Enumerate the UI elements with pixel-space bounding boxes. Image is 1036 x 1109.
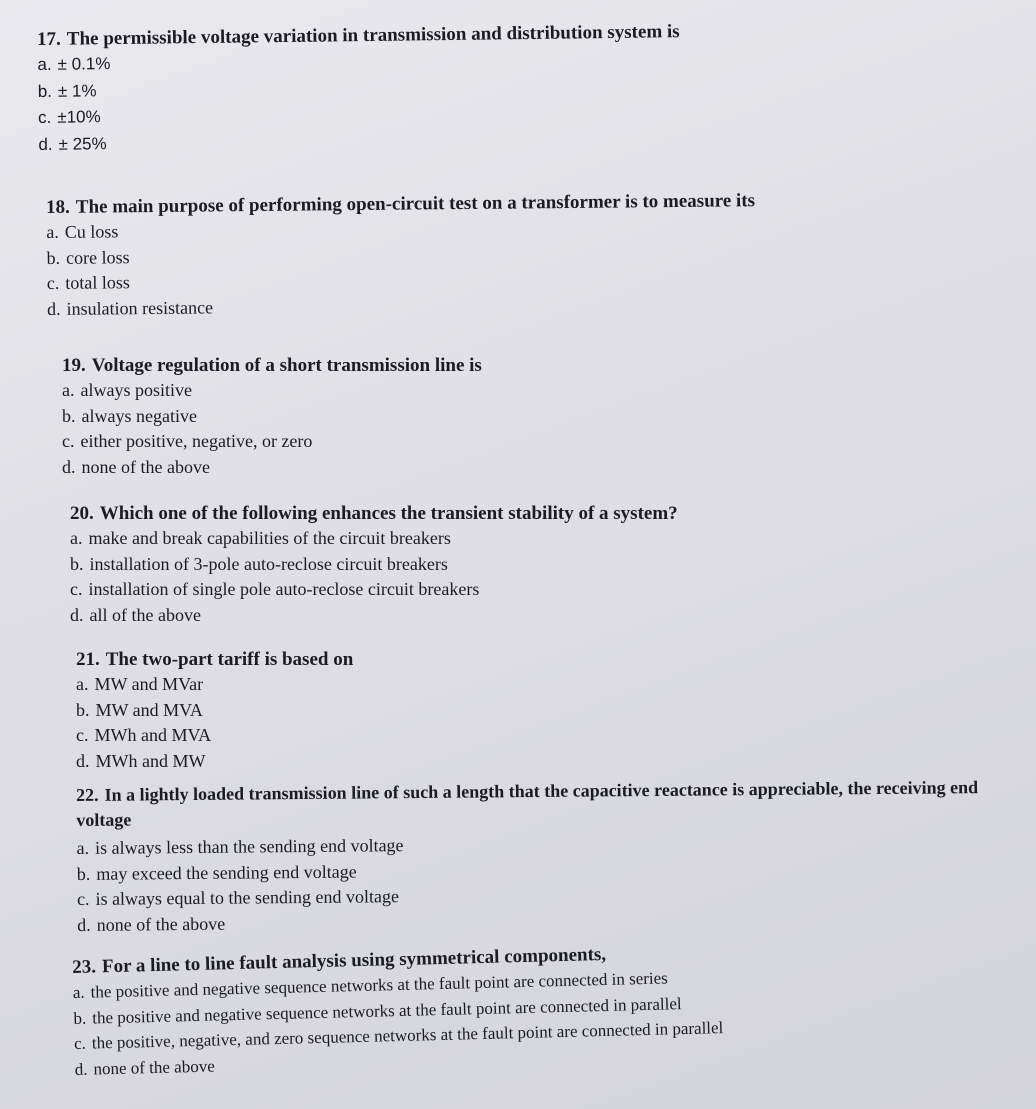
option-letter: d. (74, 1059, 88, 1079)
option-letter: b. (76, 863, 91, 884)
option-d (70, 603, 678, 629)
option-letter: a. (62, 380, 75, 400)
option-text: core loss (65, 246, 130, 268)
option-letter: d. (77, 914, 91, 935)
question-number: 23. (71, 956, 97, 978)
question-number: 17. (36, 28, 61, 50)
option-b (76, 698, 353, 724)
question-title (46, 191, 755, 217)
option-text: none of the above (93, 1056, 215, 1079)
option-letter: c. (37, 107, 52, 127)
option-text: none of the above (81, 456, 210, 477)
option-text: ± 0.1% (57, 54, 111, 74)
option-d (47, 290, 756, 322)
option-text: the positive and negative sequence networks at the fault point are connected in parallel (91, 993, 682, 1028)
option-text: insulation resistance (66, 296, 214, 319)
question-17 (37, 22, 681, 158)
option-text: none of the above (96, 913, 226, 935)
option-text: may exceed the sending end voltage (96, 861, 357, 884)
option-text: the positive, negative, and zero sequence networks at the fault point are connected in parallel (91, 1018, 724, 1053)
option-text: is always equal to the sending end voltage (95, 886, 400, 909)
question-23 (72, 942, 724, 1082)
option-letter: b. (70, 553, 84, 574)
option-letter: d. (76, 750, 90, 771)
question-text: The main purpose of performing open-circuit test on a transformer is to measure its (75, 190, 756, 218)
question-18 (46, 191, 756, 322)
option-text: ± 25% (58, 133, 107, 154)
option-letter: a. (37, 54, 52, 74)
option-text: total loss (65, 272, 130, 293)
question-text: In a lightly loaded transmission line of such a length that the capacitive reactance is appreciable, the receiving end voltage (76, 777, 979, 830)
option-text: either positive, negative, or zero (80, 431, 313, 451)
option-text: Cu loss (64, 221, 119, 242)
question-text: The permissible voltage variation in transmission and distribution system is (66, 21, 680, 50)
option-d (62, 455, 482, 481)
option-text: MWh and MVA (94, 725, 212, 745)
option-text: installation of single pole auto-reclose circuit breakers (88, 579, 480, 599)
option-letter: b. (76, 699, 90, 720)
option-text: always positive (80, 380, 192, 400)
option-a (76, 672, 353, 698)
option-letter: d. (70, 604, 84, 625)
option-text: make and break capabilities of the circuit breakers (88, 528, 451, 548)
question-title (70, 504, 678, 523)
option-a (62, 378, 482, 404)
option-letter: b. (73, 1008, 87, 1028)
option-letter: a. (76, 674, 89, 694)
option-c (70, 577, 678, 603)
option-text: MW and MVar (94, 674, 204, 694)
option-letter: d. (46, 298, 61, 319)
option-text: installation of 3-pole auto-reclose circuit breakers (89, 553, 448, 574)
option-letter: a. (70, 528, 83, 548)
option-letter: b. (62, 405, 76, 426)
question-number: 18. (45, 196, 70, 218)
option-letter: c. (62, 431, 75, 451)
option-text: all of the above (89, 604, 201, 625)
question-number: 19. (62, 355, 86, 376)
option-text: the positive and negative sequence networks at the fault point are connected in series (90, 968, 669, 1002)
question-22 (76, 775, 1007, 938)
option-c (76, 723, 353, 749)
option-letter: c. (73, 1033, 87, 1053)
option-letter: a. (72, 982, 85, 1002)
question-text: The two-part tariff is based on (105, 649, 354, 670)
question-number: 20. (70, 503, 94, 524)
option-letter: b. (37, 81, 53, 101)
question-21 (76, 650, 353, 774)
option-text: ± 1% (57, 80, 97, 101)
option-letter: c. (76, 725, 89, 745)
option-text: ±10% (57, 107, 101, 127)
question-20 (70, 504, 678, 628)
question-title (76, 650, 353, 669)
option-a (70, 526, 678, 552)
option-letter: a. (76, 837, 90, 858)
question-title (62, 356, 482, 375)
option-letter: d. (62, 456, 76, 477)
option-text: is always less than the sending end voltage (94, 835, 404, 858)
option-c (62, 429, 482, 455)
option-letter: c. (76, 888, 90, 909)
question-title (76, 775, 1006, 833)
option-d (76, 749, 353, 775)
question-number: 22. (76, 784, 99, 805)
question-19 (62, 356, 482, 480)
option-text: MWh and MW (95, 750, 206, 771)
option-letter: c. (46, 272, 60, 293)
option-b (70, 552, 678, 578)
option-b (62, 404, 482, 430)
option-text: MW and MVA (95, 699, 203, 720)
question-number: 21. (76, 649, 100, 670)
question-text: Which one of the following enhances the transient stability of a system? (99, 503, 678, 524)
option-text: always negative (81, 405, 197, 426)
option-letter: a. (46, 221, 59, 242)
option-letter: d. (38, 134, 53, 154)
question-text: Voltage regulation of a short transmission line is (91, 355, 482, 376)
question-text: For a line to line fault analysis using symmetrical components, (101, 943, 607, 978)
option-letter: c. (70, 579, 83, 599)
option-letter: b. (46, 247, 61, 268)
